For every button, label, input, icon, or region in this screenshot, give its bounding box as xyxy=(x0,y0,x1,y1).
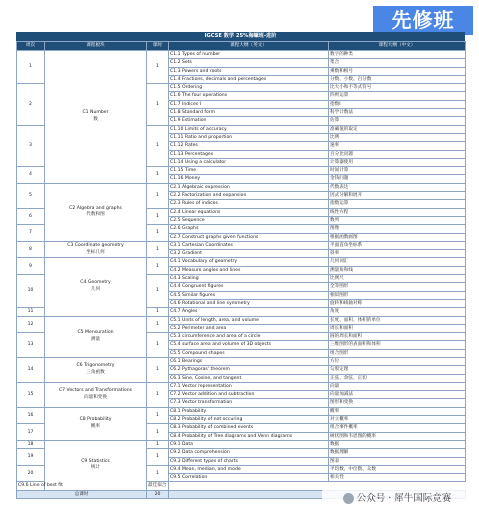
outline-zh-cell: 向量加减法 xyxy=(329,391,466,399)
outline-zh-cell: 相关性 xyxy=(329,474,466,482)
hours-cell: 1 xyxy=(147,208,169,225)
hours-cell: 1 xyxy=(147,308,169,316)
module-name-en: C7 Vectors and Transformations xyxy=(58,388,133,394)
week-cell: 18 xyxy=(17,440,45,448)
outline-en-cell: C2.4 Linear equations xyxy=(169,208,329,216)
outline-zh-cell: 四则运算 xyxy=(329,92,466,100)
outline-zh-cell: 树状图和韦恩图的概率 xyxy=(329,432,466,440)
hours-cell: 1 xyxy=(147,225,169,242)
wechat-watermark xyxy=(322,488,472,510)
week-cell: 4 xyxy=(17,167,45,184)
outline-zh-cell: 数据 xyxy=(329,440,466,448)
outline-en-cell: C8.4 Probability of Tree diagrams and Venn diagrams xyxy=(169,432,329,440)
outline-zh-cell: 比大小和不等式符号 xyxy=(329,84,466,92)
curriculum-sheet xyxy=(16,32,465,499)
week-cell: 7 xyxy=(17,225,45,242)
week-cell: 12 xyxy=(17,316,45,333)
table-row xyxy=(17,407,466,415)
table-row xyxy=(17,51,466,59)
curriculum-table xyxy=(16,41,466,499)
outline-en-cell: C4.4 Congruent figures xyxy=(169,283,329,291)
hours-cell: 1 xyxy=(147,51,169,84)
hours-cell: 1 xyxy=(147,465,169,482)
outline-zh-cell: 几何词汇 xyxy=(329,258,466,266)
outline-en-cell: C9.4 Mean, median, and mode xyxy=(169,465,329,473)
outline-en-cell: C3.2 Gradient xyxy=(169,250,329,258)
module-name-zh: 几何 xyxy=(90,286,101,292)
table-row xyxy=(17,258,466,266)
wechat-logo-icon xyxy=(343,493,354,504)
module-name-zh: 代数和图 xyxy=(86,212,105,218)
outline-en-cell: C4.5 Similar figures xyxy=(169,291,329,299)
hours-cell: 1 xyxy=(147,241,169,258)
outline-zh-cell: 数字的种类 xyxy=(329,51,466,59)
outline-en-cell: C1.15 Time xyxy=(169,167,329,175)
outline-zh-cell: 对立概率 xyxy=(329,416,466,424)
hours-cell: 1 xyxy=(147,258,169,275)
outline-zh-cell: 比例 xyxy=(329,133,466,141)
outline-en-cell: C1.5 Ordering xyxy=(169,84,329,92)
table-row xyxy=(17,440,466,448)
week-cell: 5 xyxy=(17,183,45,208)
outline-en-cell: C1.8 Standard form xyxy=(169,109,329,117)
week-cell: 1 xyxy=(17,51,45,84)
sheet-title: IGCSE 数学 25%海螺班-进阶 xyxy=(16,32,465,41)
outline-en-cell: C1.10 Limits of accuracy xyxy=(169,125,329,133)
module-name-en: C1 Number xyxy=(82,110,109,116)
watermark-text: 公众号 · 犀牛国际竞赛 xyxy=(356,493,452,504)
outline-en-cell: C1.3 Powers and roots xyxy=(169,67,329,75)
outline-en-cell: C9.6 Line of best fit xyxy=(18,483,63,489)
outline-zh-cell: 组合图形 xyxy=(329,349,466,357)
outline-en-cell: C5.1 Units of length, area, and volume xyxy=(169,316,329,324)
outline-en-cell: C4.6 Rotational and line symmetry xyxy=(169,299,329,307)
outline-zh-cell: 图表 xyxy=(329,457,466,465)
outline-zh-cell: 图像 xyxy=(329,225,466,233)
outline-en-cell: C1.6 The four operations xyxy=(169,92,329,100)
outline-en-cell: C1.13 Percentages xyxy=(169,150,329,158)
outline-zh-cell: 准确值的取定 xyxy=(329,125,466,133)
outline-zh-cell: 周长和面积 xyxy=(329,324,466,332)
module-cell xyxy=(45,183,147,241)
table-row xyxy=(17,183,466,191)
hours-cell: 1 xyxy=(147,183,169,208)
hours-cell: 1 xyxy=(147,424,169,441)
week-cell: 20 xyxy=(17,465,45,482)
outline-en-cell: C2.2 Factorization and expansion xyxy=(169,192,329,200)
outline-en-cell: C7.1 Vector representation xyxy=(169,382,329,390)
week-cell: 19 xyxy=(17,449,45,466)
outline-en-cell: C8.3 Probability of combined events xyxy=(169,424,329,432)
outline-en-cell: C8.2 Probability of not occuring xyxy=(169,416,329,424)
outline-en-cell: C2.1 Algebraic expression xyxy=(169,183,329,191)
module-name-zh: 坐标几何 xyxy=(86,249,105,255)
outline-en-cell: C4.2 Measure angles and lines xyxy=(169,266,329,274)
hours-cell: 1 xyxy=(147,357,169,382)
outline-en-cell: C9.1 Data xyxy=(169,440,329,448)
module-name-zh: 概率 xyxy=(90,423,101,429)
outline-zh-cell: 方位 xyxy=(329,357,466,365)
header-outline-en: 课程大纲（英文） xyxy=(169,42,329,51)
outline-zh-cell: 平面直角坐标系 xyxy=(329,241,466,249)
outline-zh-cell: 因式分解和展开 xyxy=(329,192,466,200)
hours-cell: 1 xyxy=(147,333,169,358)
outline-en-cell: C6.3 Sine, Cosine, and tangent xyxy=(169,374,329,382)
outline-zh-cell: 平均数、中位数、众数 xyxy=(329,465,466,473)
outline-en-cell: C1.2 Sets xyxy=(169,59,329,67)
week-cell: 6 xyxy=(17,208,45,225)
outline-en-cell: C1.9 Estimation xyxy=(169,117,329,125)
header-module: 课程板块 xyxy=(45,42,147,51)
outline-en-cell: C9.2 Data comprehension xyxy=(169,449,329,457)
outline-zh-cell: 百分比问题 xyxy=(329,150,466,158)
outline-en-cell: C2.5 Sequence xyxy=(169,216,329,224)
week-cell: 14 xyxy=(17,357,45,382)
outline-en-cell: C5.5 Compound shapes xyxy=(169,349,329,357)
outline-zh-cell: 集合 xyxy=(329,59,466,67)
outline-zh-cell: 比例尺 xyxy=(329,275,466,283)
outline-zh-cell: 全等图形 xyxy=(329,283,466,291)
hours-cell: 1 xyxy=(147,275,169,308)
outline-zh-cell: 斜率 xyxy=(329,250,466,258)
module-name-en: C3 Coordinate geometry xyxy=(67,243,124,249)
header-outline-zh: 课程大纲（中文） xyxy=(329,42,466,51)
outline-en-cell: C5.3 circumference and area of a circle xyxy=(169,333,329,341)
outline-zh-cell: 概率 xyxy=(329,407,466,415)
outline-en-cell: C1.1 Types of number xyxy=(169,51,329,59)
outline-zh-cell: 向量 xyxy=(329,382,466,390)
hours-cell: 1 xyxy=(147,382,169,407)
week-cell: 15 xyxy=(17,382,45,407)
outline-zh-cell: 相似图形 xyxy=(329,291,466,299)
outline-zh-cell: 计算器使用 xyxy=(329,158,466,166)
module-name-zh: 三角函数 xyxy=(86,369,105,375)
table-row xyxy=(17,382,466,390)
hours-cell: 1 xyxy=(147,167,169,184)
week-cell: 13 xyxy=(17,333,45,358)
week-cell: 11 xyxy=(17,308,45,316)
hours-cell: 1 xyxy=(147,125,169,166)
outline-zh-cell: 角度 xyxy=(329,308,466,316)
outline-zh-cell: 测量角和线 xyxy=(329,266,466,274)
module-name-zh: 统计 xyxy=(90,465,101,471)
outline-en-cell: C2.6 Graphs xyxy=(169,225,329,233)
module-cell xyxy=(45,241,147,258)
outline-zh-cell: 线性方程 xyxy=(329,208,466,216)
outline-en-cell: C2.7 Construct graphs given functions xyxy=(169,233,329,241)
module-name-en: C6 Trigonometry xyxy=(76,363,115,369)
outline-zh-cell: 正弦、余弦、正切 xyxy=(329,374,466,382)
hours-cell: 1 xyxy=(147,316,169,333)
outline-zh-cell: 分数、小数、百分数 xyxy=(329,75,466,83)
outline-zh-cell: 圆的周长和面积 xyxy=(329,333,466,341)
outline-en-cell: C7.3 Vector transformation xyxy=(169,399,329,407)
outline-zh-cell: 根据函数画图 xyxy=(329,233,466,241)
week-cell: 17 xyxy=(17,424,45,441)
hours-cell: 1 xyxy=(147,407,169,424)
outline-zh-cell: 金钱问题 xyxy=(329,175,466,183)
outline-en-cell: C7.2 Vector addition and subtraction xyxy=(169,391,329,399)
outline-en-cell: C1.7 Indices I xyxy=(169,100,329,108)
hours-cell: 1 xyxy=(147,449,169,466)
module-cell xyxy=(45,357,147,382)
outline-en-cell: C1.16 Money xyxy=(169,175,329,183)
table-row xyxy=(17,357,466,365)
outline-zh-cell: 指数I xyxy=(329,100,466,108)
outline-en-cell: C1.4 Fractions, decimals and percentages xyxy=(169,75,329,83)
module-cell xyxy=(45,316,147,357)
outline-en-cell: C8.1 Probability xyxy=(169,407,329,415)
table-row xyxy=(17,241,466,249)
outline-en-cell: C5.2 Perimeter and area xyxy=(169,324,329,332)
outline-zh-cell: 代数表达 xyxy=(329,183,466,191)
total-value: 20 xyxy=(147,490,169,498)
week-cell: 10 xyxy=(17,275,45,308)
module-name-zh: 数 xyxy=(93,116,98,122)
module-name-en: C2 Algebra and graphs xyxy=(69,205,122,211)
outline-zh-cell: 数列 xyxy=(329,216,466,224)
outline-en-cell: C4.7 Angles xyxy=(169,308,329,316)
week-cell: 16 xyxy=(17,407,45,424)
outline-zh-cell: 长度、面积、体积的单位 xyxy=(329,316,466,324)
outline-en-cell: C4.3 Scaling xyxy=(169,275,329,283)
module-cell xyxy=(45,51,147,184)
outline-zh-cell: 勾股定理 xyxy=(329,366,466,374)
hours-cell: 1 xyxy=(147,440,169,448)
outline-en-cell: C1.11 Ratio and proportion xyxy=(169,133,329,141)
outline-en-cell: C1.14 Using a calculator xyxy=(169,158,329,166)
module-name-en: C5 Mensuration xyxy=(77,330,114,336)
outline-en-cell: C3.1 Cartesian Coordinates xyxy=(169,241,329,249)
outline-en-cell: C2.3 Rules of indices xyxy=(169,200,329,208)
outline-zh-cell: 三维图形的表面积和体积 xyxy=(329,341,466,349)
outline-en-cell: C1.12 Rates xyxy=(169,142,329,150)
outline-en-cell: C9.3 Different types of charts xyxy=(169,457,329,465)
week-cell: 8 xyxy=(17,241,45,258)
outline-zh-cell: 时间计算 xyxy=(329,167,466,175)
module-cell xyxy=(45,258,147,316)
outline-zh-cell: 数据理解 xyxy=(329,449,466,457)
week-cell: 9 xyxy=(17,258,45,275)
table-row xyxy=(17,316,466,324)
outline-zh-cell: 科学计数法 xyxy=(329,109,466,117)
table-body xyxy=(17,51,466,491)
module-cell xyxy=(45,407,147,440)
outline-en-cell: C6.1 Bearings xyxy=(169,357,329,365)
outline-zh-cell: 乘数和根号 xyxy=(329,67,466,75)
class-badge: 先修班 xyxy=(373,6,473,35)
module-name-en: C9 Statistics xyxy=(81,458,110,464)
module-cell xyxy=(45,382,147,407)
outline-zh-cell: 指数运算 xyxy=(329,200,466,208)
outline-en-cell: C4.1 Vocabulary of geometry xyxy=(169,258,329,266)
outline-zh-cell: 组合事件概率 xyxy=(329,424,466,432)
outline-zh-cell: 图形和变换 xyxy=(329,399,466,407)
outline-zh-cell: 最佳拟合 xyxy=(147,482,169,490)
outline-en-cell: C5.4 surface area and volume of 3D objects xyxy=(169,341,329,349)
module-name-zh: 向量和变换 xyxy=(84,394,107,400)
outline-zh-cell: 估算 xyxy=(329,117,466,125)
module-name-zh: 测量 xyxy=(90,336,101,342)
outline-zh-cell: 速率 xyxy=(329,142,466,150)
outline-en-cell: C9.5 Correlation xyxy=(169,474,329,482)
module-name-en: C4 Geometry xyxy=(80,280,111,286)
total-label: 总课时 xyxy=(17,490,147,498)
hours-cell: 1 xyxy=(147,84,169,125)
week-cell: 2 xyxy=(17,84,45,125)
table-header-row xyxy=(17,42,466,51)
week-cell: 3 xyxy=(17,125,45,166)
header-hours: 课时 xyxy=(147,42,169,51)
module-name-en: C8 Probability xyxy=(79,417,112,423)
outline-zh-cell: 旋转和线轴对称 xyxy=(329,299,466,307)
header-week: 周次 xyxy=(17,42,45,51)
outline-en-cell: C6.2 Pythagoras' theorem xyxy=(169,366,329,374)
